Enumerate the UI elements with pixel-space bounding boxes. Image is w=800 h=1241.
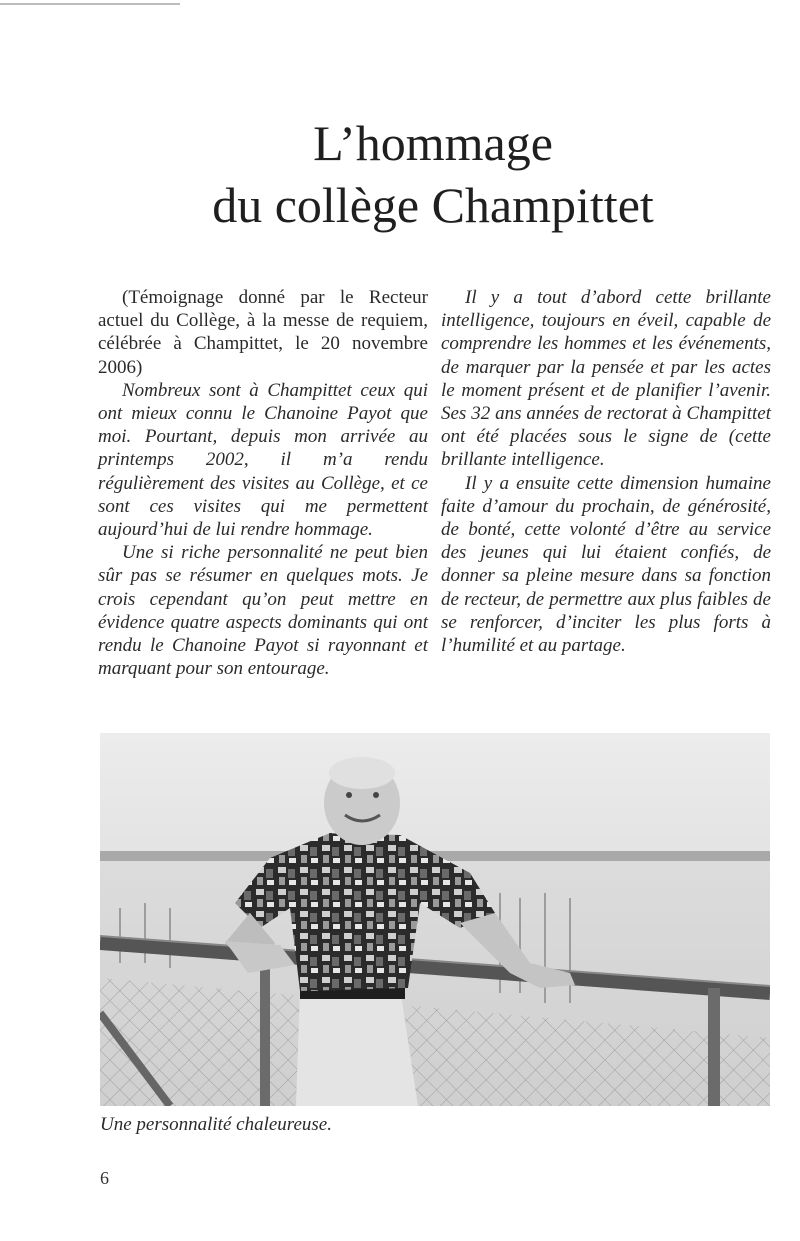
intro-paragraph: (Témoignage donné par le Recteur actuel du Collège, à la messe de requiem, célébrée à Champittet, le 20 novembre 2006)	[98, 287, 428, 378]
right-column	[441, 286, 771, 657]
left-column	[98, 286, 428, 680]
page-number: 6	[100, 1168, 109, 1188]
photo-illustration	[100, 733, 770, 1106]
top-rule	[0, 3, 180, 5]
body-paragraph: Nombreux sont à Champittet ceux qui ont mieux connu le Chanoine Payot que moi. Pourtant, depuis mon arrivée au printemps 2002, il m’a rendu régulièrement des visites au Collège, et ce sont ces visites qui me permettent aujourd’hui de lui rendre hommage.	[98, 379, 428, 541]
photo	[100, 733, 770, 1106]
title-line-2: du collège Champittet	[212, 177, 654, 233]
body-paragraph: Une si riche personnalité ne peut bien sûr pas se résumer en quelques mots. Je crois cependant qu’on peut mettre en évidence quatre aspects dominants qui ont rendu le Chanoine Payot si rayonnant et marquant pour son entourage.	[98, 542, 428, 680]
title-line-1: L’hommage	[313, 115, 553, 171]
photo-caption: Une personnalité chaleureuse.	[100, 1114, 332, 1135]
body-paragraph: Il y a ensuite cette dimension humaine faite d’amour du prochain, de générosité, de bonté, cette volonté d’être au service des jeunes qui lui étaient confiés, de donner sa pleine mesure dans sa fonction de recteur, de permettre aux plus faibles de se renforcer, d’inciter les plus forts à l’humilité et au partage.	[441, 472, 771, 657]
page-title	[0, 112, 800, 236]
body-paragraph: Il y a tout d’abord cette brillante intelligence, toujours en éveil, capable de comprendre les hommes et les événements, de marquer par la pensée et par les actes le moment présent et de planifier l’avenir. Ses 32 ans années de rectorat à Champittet ont été placées sous le signe de (cette brillante intelligence.	[441, 287, 771, 471]
